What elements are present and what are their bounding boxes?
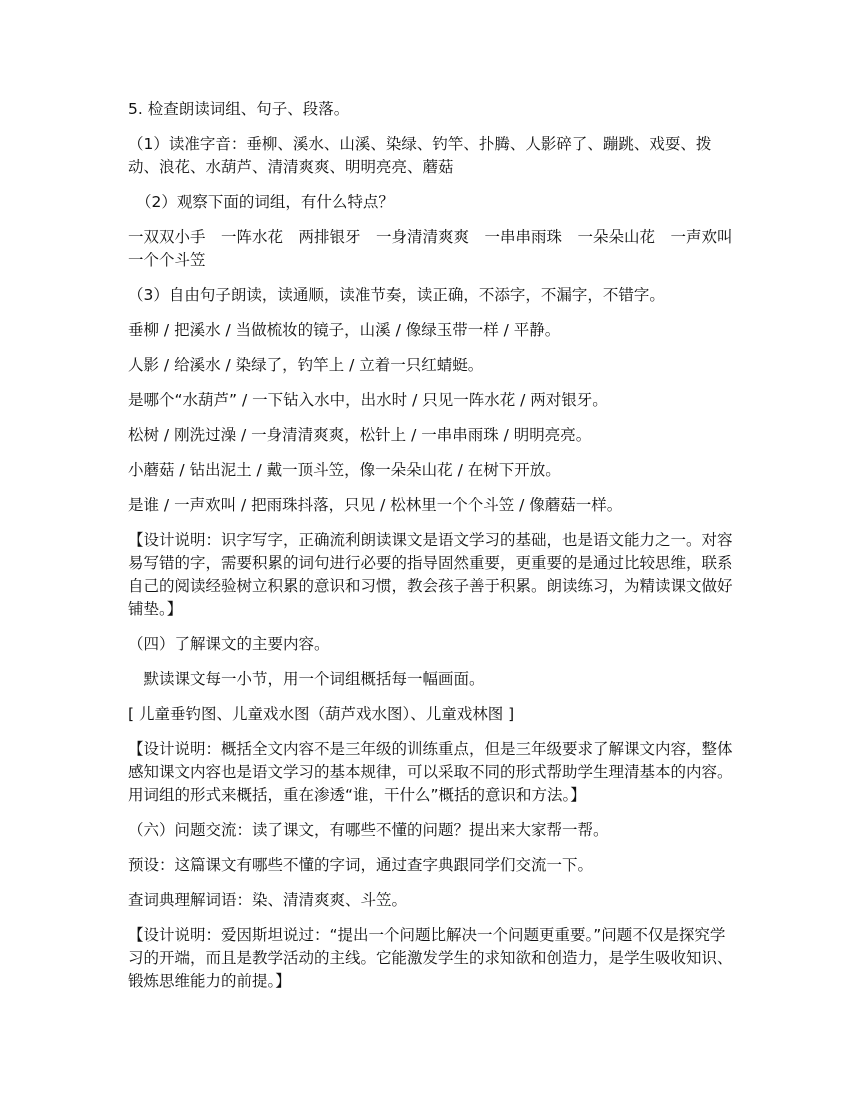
section-6-heading: （六）问题交流：读了课文，有哪些不懂的问题？提出来大家帮一帮。	[128, 821, 609, 839]
design-note-2: 【设计说明：概括全文内容不是三年级的训练重点，但是三年级要求了解课文内容，整体感知课文内容也是语文学习的基本规律，可以采取不同的形式帮助学生理清基本的内容。用词组的形式来概括，重在渗透“谁，干什么”概括的意识和方法。】	[128, 740, 733, 804]
item-3-free-reading: （3）自由句子朗读，读通顺，读准节奏，读正确，不添字，不漏字，不错字。	[128, 286, 665, 304]
phrase-list: 一双双小手 一阵水花 两排银牙 一身清清爽爽 一串串雨珠 一朵朵山花 一声欢叫 一个个斗笠	[128, 228, 749, 269]
sentence-5: 小蘑菇 / 钻出泥土 / 戴一顶斗笠，像一朵朵山花 / 在树下开放。	[128, 461, 561, 479]
preset-text: 预设：这篇课文有哪些不懂的字词，通过查字典跟同学们交流一下。	[128, 856, 594, 874]
item-1-pronunciation: （1）读准字音：垂柳、溪水、山溪、染绿、钓竿、扑腾、人影碎了、蹦跳、戏耍、拨动、浪花、水葫芦、清清爽爽、明明亮亮、蘑菇	[128, 135, 712, 176]
sentence-4: 松树 / 刚洗过澡 / 一身清清爽爽，松针上 / 一串串雨珠 / 明明亮亮。	[128, 426, 592, 444]
dictionary-words: 查词典理解词语：染、清清爽爽、斗笠。	[128, 891, 408, 909]
section-step-5: 5. 检查朗读词组、句子、段落。	[128, 100, 350, 118]
sentence-2: 人影 / 给溪水 / 染绿了，钓竿上 / 立着一只红蜻蜓。	[128, 356, 484, 374]
silent-reading-task: 默读课文每一小节，用一个词组概括每一幅画面。	[128, 670, 485, 688]
sentence-3: 是哪个“水葫芦” / 一下钻入水中，出水时 / 只见一阵水花 / 两对银牙。	[128, 391, 608, 409]
document-body	[128, 98, 749, 1005]
sentence-1: 垂柳 / 把溪水 / 当做梳妆的镜子，山溪 / 像绿玉带一样 / 平静。	[128, 321, 561, 339]
design-note-1: 【设计说明：识字写字，正确流利朗读课文是语文学习的基础，也是语文能力之一。对容易写错的字，需要积累的词句进行必要的指导固然重要，更重要的是通过比较思维，联系自己的阅读经验树立积累的意识和习惯，教会孩子善于积累。朗读练习，为精读课文做好铺垫。】	[128, 531, 733, 618]
design-note-3: 【设计说明：爱因斯坦说过：“提出一个问题比解决一个问题更重要。”问题不仅是探究学习的开端，而且是教学活动的主线。它能激发学生的求知欲和创造力，是学生吸收知识、锻炼思维能力的前提。】	[128, 926, 733, 990]
section-4-heading: （四）了解课文的主要内容。	[128, 635, 330, 653]
item-2-observe: （2）观察下面的词组，有什么特点？	[136, 193, 394, 211]
picture-titles: [ 儿童垂钓图、儿童戏水图（葫芦戏水图）、儿童戏林图 ]	[128, 705, 515, 723]
sentence-6: 是谁 / 一声欢叫 / 把雨珠抖落，只见 / 松林里一个个斗笠 / 像蘑菇一样。	[128, 496, 623, 514]
